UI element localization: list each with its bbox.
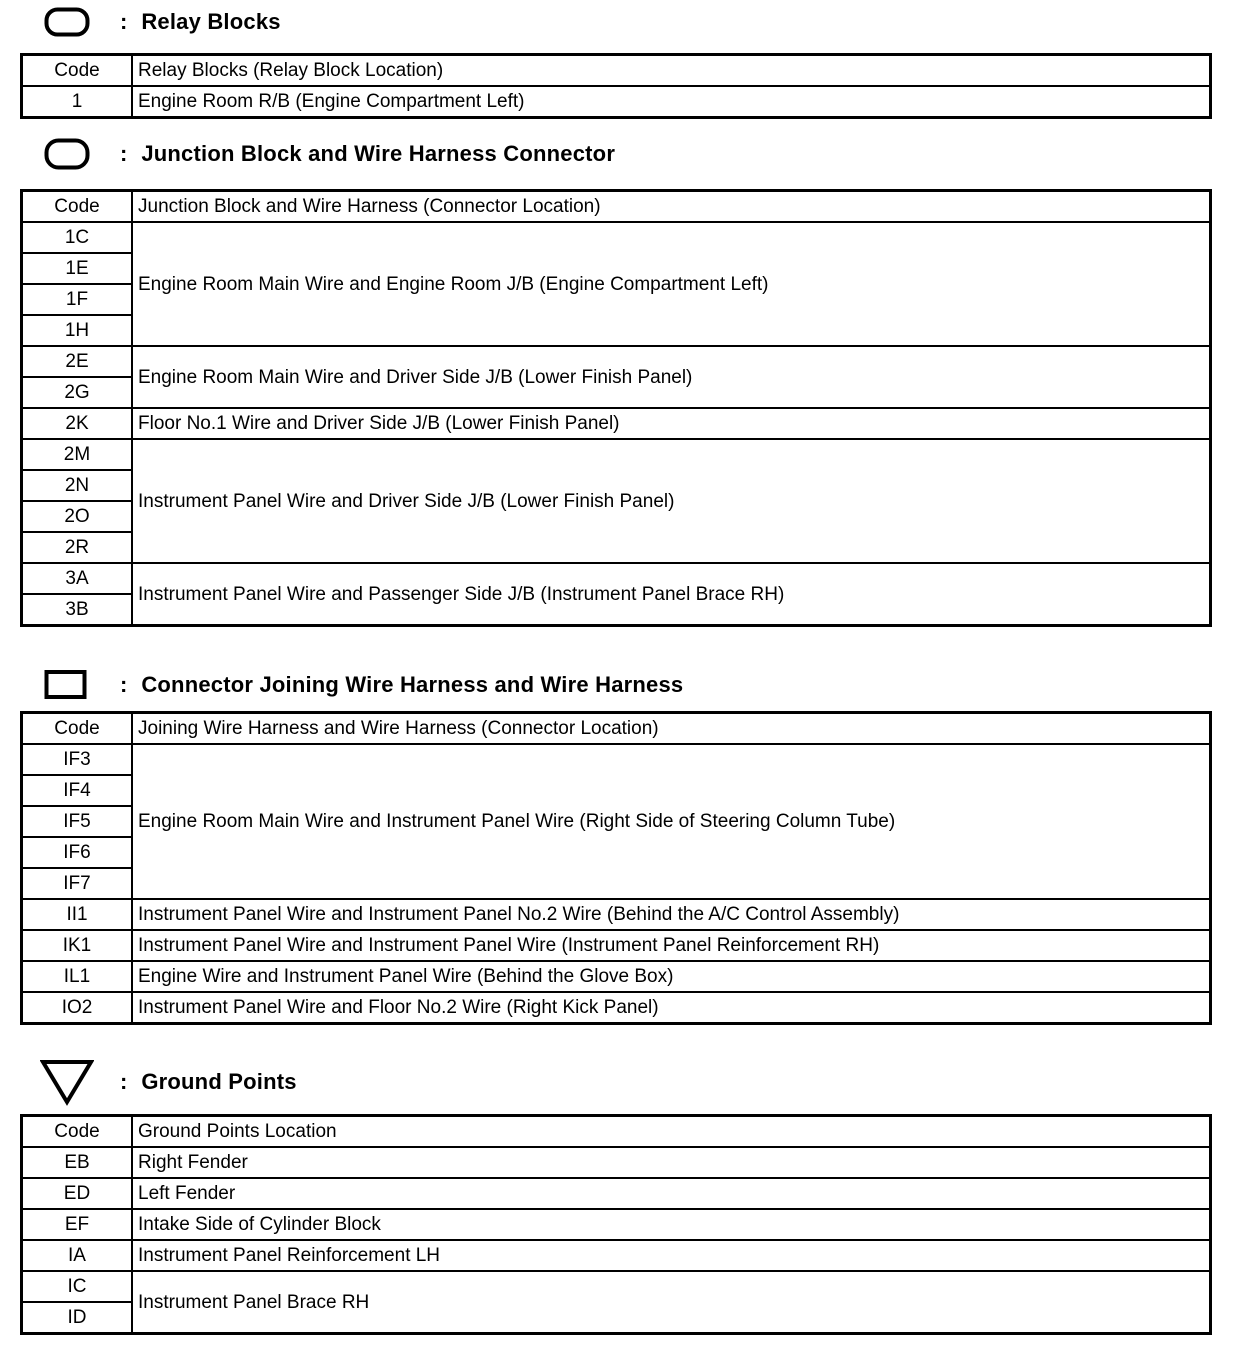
code-cell: 1E <box>22 253 133 284</box>
location-cell: Engine Wire and Instrument Panel Wire (Behind the Glove Box) <box>132 961 1211 992</box>
code-cell: 2E <box>22 346 133 377</box>
section-heading-ground-points <box>40 1058 297 1106</box>
table-header-row <box>22 713 1211 745</box>
section-title: Junction Block and Wire Harness Connector <box>141 141 616 166</box>
section-title: Ground Points <box>141 1069 297 1094</box>
location-cell: Instrument Panel Wire and Instrument Panel Wire (Instrument Panel Reinforcement RH) <box>132 930 1211 961</box>
location-cell: Instrument Panel Wire and Floor No.2 Wire (Right Kick Panel) <box>132 992 1211 1024</box>
location-cell: Instrument Panel Brace RH <box>132 1271 1211 1334</box>
table-row <box>22 744 1211 775</box>
header-code-cell: Code <box>22 191 133 223</box>
code-cell: 2G <box>22 377 133 408</box>
table-row <box>22 1178 1211 1209</box>
code-cell: ID <box>22 1302 133 1334</box>
table-row <box>22 961 1211 992</box>
location-cell: Instrument Panel Wire and Driver Side J/B (Lower Finish Panel) <box>132 439 1211 563</box>
section-heading-relay-blocks <box>40 2 281 42</box>
table-row <box>22 1271 1211 1302</box>
table-row <box>22 439 1211 470</box>
code-cell: IF3 <box>22 744 133 775</box>
location-cell: Right Fender <box>132 1147 1211 1178</box>
rounded-rect-icon <box>40 2 94 42</box>
location-cell: Left Fender <box>132 1178 1211 1209</box>
section-title: Relay Blocks <box>141 9 281 34</box>
code-cell: 2K <box>22 408 133 439</box>
code-cell: II1 <box>22 899 133 930</box>
location-cell: Engine Room R/B (Engine Compartment Left) <box>132 86 1211 118</box>
code-cell: IF6 <box>22 837 133 868</box>
heading-colon: : <box>120 672 128 697</box>
heading-colon: : <box>120 141 128 166</box>
header-location-cell: Relay Blocks (Relay Block Location) <box>132 55 1211 87</box>
header-code-cell: Code <box>22 713 133 745</box>
legend-table <box>20 189 1212 627</box>
code-cell: IA <box>22 1240 133 1271</box>
location-cell: Engine Room Main Wire and Driver Side J/B (Lower Finish Panel) <box>132 346 1211 408</box>
header-location-cell: Junction Block and Wire Harness (Connector Location) <box>132 191 1211 223</box>
table-row <box>22 1147 1211 1178</box>
code-cell: IL1 <box>22 961 133 992</box>
rounded-rect-icon <box>40 134 94 174</box>
code-cell: EB <box>22 1147 133 1178</box>
header-location-cell: Joining Wire Harness and Wire Harness (Connector Location) <box>132 713 1211 745</box>
code-cell: IF5 <box>22 806 133 837</box>
legend-table <box>20 711 1212 1025</box>
legend-table <box>20 1114 1212 1335</box>
section-title: Connector Joining Wire Harness and Wire Harness <box>141 672 684 697</box>
header-location-cell: Ground Points Location <box>132 1116 1211 1148</box>
location-cell: Engine Room Main Wire and Engine Room J/B (Engine Compartment Left) <box>132 222 1211 346</box>
table-row <box>22 1209 1211 1240</box>
table-row <box>22 86 1211 118</box>
table-row <box>22 899 1211 930</box>
heading-colon: : <box>120 1069 128 1094</box>
table-row <box>22 1240 1211 1271</box>
code-cell: ED <box>22 1178 133 1209</box>
section-heading-junction-block <box>40 134 615 174</box>
location-cell: Instrument Panel Wire and Passenger Side J/B (Instrument Panel Brace RH) <box>132 563 1211 626</box>
code-cell: 1F <box>22 284 133 315</box>
rectangle-icon <box>40 665 94 705</box>
table-header-row <box>22 191 1211 223</box>
header-code-cell: Code <box>22 55 133 87</box>
code-cell: 2O <box>22 501 133 532</box>
heading-colon: : <box>120 9 128 34</box>
legend-table <box>20 53 1212 119</box>
location-cell: Instrument Panel Reinforcement LH <box>132 1240 1211 1271</box>
table-row <box>22 408 1211 439</box>
code-cell: 2N <box>22 470 133 501</box>
location-cell: Engine Room Main Wire and Instrument Panel Wire (Right Side of Steering Column Tube) <box>132 744 1211 899</box>
section-heading-connector-joining <box>40 665 683 705</box>
location-cell: Instrument Panel Wire and Instrument Panel No.2 Wire (Behind the A/C Control Assembly) <box>132 899 1211 930</box>
table-header-row <box>22 1116 1211 1148</box>
code-cell: IO2 <box>22 992 133 1024</box>
table-row <box>22 563 1211 594</box>
code-cell: 2M <box>22 439 133 470</box>
code-cell: IC <box>22 1271 133 1302</box>
location-cell: Intake Side of Cylinder Block <box>132 1209 1211 1240</box>
table-row <box>22 992 1211 1024</box>
code-cell: 1H <box>22 315 133 346</box>
code-cell: IF7 <box>22 868 133 899</box>
code-cell: 1 <box>22 86 133 118</box>
table-row <box>22 346 1211 377</box>
table-row <box>22 222 1211 253</box>
table-header-row <box>22 55 1211 87</box>
ground-triangle-icon <box>40 1058 94 1106</box>
location-cell: Floor No.1 Wire and Driver Side J/B (Lower Finish Panel) <box>132 408 1211 439</box>
table-row <box>22 930 1211 961</box>
code-cell: 3A <box>22 563 133 594</box>
header-code-cell: Code <box>22 1116 133 1148</box>
code-cell: 3B <box>22 594 133 626</box>
code-cell: 2R <box>22 532 133 563</box>
code-cell: EF <box>22 1209 133 1240</box>
code-cell: IF4 <box>22 775 133 806</box>
code-cell: 1C <box>22 222 133 253</box>
code-cell: IK1 <box>22 930 133 961</box>
